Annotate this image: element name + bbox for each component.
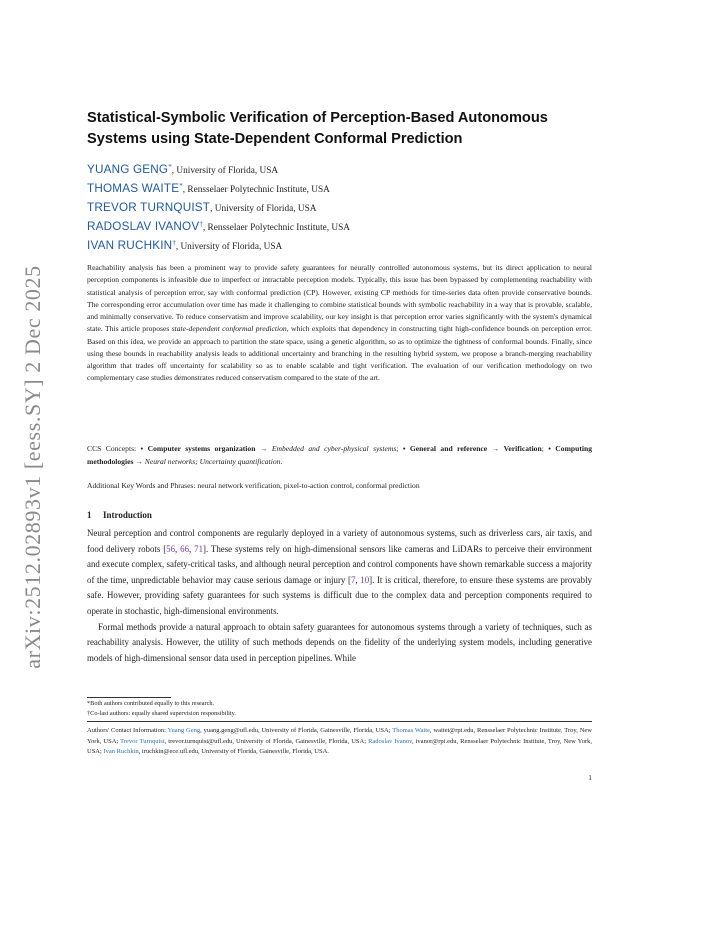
contact-information [87,721,592,758]
paragraph [87,526,592,620]
ccs-concept: • General and reference [402,444,488,453]
ccs-arrow: → [255,444,272,453]
ccs-subconcept: Neural networks; Uncertainty quantification [144,456,281,466]
contact-details: , waitet@rpi.edu, Rensselaer Polytechnic Institute, Troy, New York, USA; [87,727,592,745]
author-mark: * [168,163,172,171]
citation-link[interactable]: 7 [350,574,356,585]
footnote: †Co-last authors: equally shared supervision responsibility. [87,709,236,717]
author-affiliation: , Rensselaer Polytechnic Institute, USA [202,223,351,234]
author-link[interactable]: Ivan Ruchkin [103,748,139,756]
author-name: IVAN RUCHKIN [87,239,173,253]
ccs-arrow: → [487,444,504,453]
author-affiliation: , University of Florida, USA [175,242,283,253]
ccs-separator: ; [541,444,549,453]
keywords: Additional Key Words and Phrases: neural network verification, pixel-to-action control, conformal prediction [87,481,420,490]
author-row [87,196,592,215]
author-row [87,215,592,234]
abstract-emphasis: state-dependent conformal prediction [171,324,287,334]
arxiv-identifier: arXiv:2512.02893v1 [eess.SY] 2 Dec 2025 [20,265,45,669]
citation-link[interactable]: 66 [180,543,190,554]
contact-details: , ivanor@rpi.edu, Rensselaer Polytechnic Institute, Troy, New York, USA; [87,737,593,756]
author-affiliation: , Rensselaer Polytechnic Institute, USA [182,185,330,196]
author-affiliation: , University of Florida, USA [210,204,317,215]
arxiv-sidebar [8,258,58,676]
author-link[interactable]: Trevor Turnquist [120,737,165,745]
citation-link[interactable]: 10 [360,574,370,585]
citation-link[interactable]: 71 [194,543,203,554]
author-name: TREVOR TURNQUIST [87,201,211,215]
ccs-end: . [280,456,283,466]
contact-lead: Authors' Contact Information: [87,727,168,734]
paragraph-text: ]. These systems rely on high-dimensional sensors like cameras and LiDARs to perceive their environment and execute complex, safety-critical tasks, and although neural perception and control components have shown remarkable success a majority of the time, unpredictable behavior may cause serious damage or injury [ [87,543,593,585]
introduction-body [87,526,592,666]
ccs-concept: • Computing methodologies [87,444,593,466]
author-name: RADOSLAV IVANOV [87,220,200,234]
ccs-separator: ; [396,444,403,453]
citation-separator: , [355,574,361,585]
author-link[interactable]: Radoslav Ivanov [368,737,412,745]
citation-link[interactable]: 56 [166,543,176,554]
section-number: 1 [87,510,92,520]
paragraph: Formal methods provide a natural approach to obtain safety guarantees for autonomous systems through a variety of techniques, such as reachability analysis. However, the utility of such methods depends on the fidelity of the underlying system models, including generative models of high-dimensional sensor data used in perception pipelines. While [87,621,592,663]
citation-separator: , [189,543,195,554]
page-number: 1 [588,773,592,782]
paragraph-text: ]. It is critical, therefore, to ensure these systems are provably safe. However, providing safety guarantees for such systems is difficult due to the complex data and perception components required to operate in stochastic, high-dimensional environments. [87,574,592,616]
author-mark: † [199,220,203,228]
ccs-arrow: → [133,456,145,466]
author-affiliation: , University of Florida, USA [171,166,279,177]
ccs-subconcept: Embedded and cyber-physical systems [271,444,397,453]
author-name: YUANG GENG [87,163,169,177]
footnotes [87,697,592,718]
paper-title: Statistical-Symbolic Verification of Perception-Based Autonomous Systems using State-Dependent Conformal Prediction [87,110,548,147]
author-mark: * [179,182,183,190]
ccs-subconcept: Verification [503,444,542,453]
author-row [87,177,592,196]
contact-text [87,726,592,758]
abstract-text: Reachability analysis has been a prominent way to provide safety guarantees for neurally controlled autonomous systems, but its direct application to neural perception components is infeasible due to imperfect or intractable perception models. Typically, this issue has been bypassed by complementing reachability with statistical analysis of perception error, say with conformal prediction (CP). However, existing CP methods for time-series data often provide conservative bounds. The corresponding error accumulation over time has made it challenging to combine statistical bounds with symbolic reachability in a way that is provable, scalable, and minimally conservative. To reduce conservatism and improve scalability, our key insight is that perception error varies significantly with the system's dynamical state. This article proposes [87,263,592,334]
footnote: *Both authors contributed equally to this research. [87,700,215,707]
author-name: THOMAS WAITE [87,182,180,196]
ccs-label: CCS Concepts: [87,444,141,453]
author-link[interactable]: Yuang Geng [167,727,201,734]
contact-details: , yuang.geng@ufl.edu, University of Florida, Gainesville, Florida, USA; [200,727,393,734]
author-row [87,234,592,253]
citation-separator: , [175,543,181,554]
ccs-concepts [87,443,592,468]
abstract-text-cont: , which exploits that dependency in constructing tight high-confidence bounds on perception error. Based on this idea, we provide an approach to partition the state space, using a genetic algorithm, so as to optimize the tightness of conformal bounds. Finally, since using these bounds in reachability analysis leads to additional uncertainty and branching in the resulting hybrid system, we propose a branch-merging reachability algorithm that trades off uncertainty for scalability so as to enable scalable and tight verification. The evaluation of our verification methodology on two complementary case studies demonstrates reduced conservatism compared to the state of the art. [87,324,592,383]
section-title: Introduction [103,510,152,520]
paragraph-text: Neural perception and control components are regularly deployed in a variety of autonomous systems, such as driverless cars, air taxis, and food delivery robots [ [87,528,592,554]
abstract [87,262,592,385]
section-heading [87,508,152,522]
author-list [87,158,592,253]
author-row [87,158,592,177]
contact-details: , trevor.turnquist@ufl.edu, University of Florida, Gainesville, Florida, USA; [164,737,369,745]
footnote-rule [87,697,171,698]
author-link[interactable]: Thomas Waite [392,727,430,734]
author-mark: † [172,239,176,247]
contact-details: , iruchkin@ece.ufl.edu, University of Florida, Gainesville, Florida, USA. [138,748,329,756]
ccs-concept: • Computer systems organization [140,444,256,453]
